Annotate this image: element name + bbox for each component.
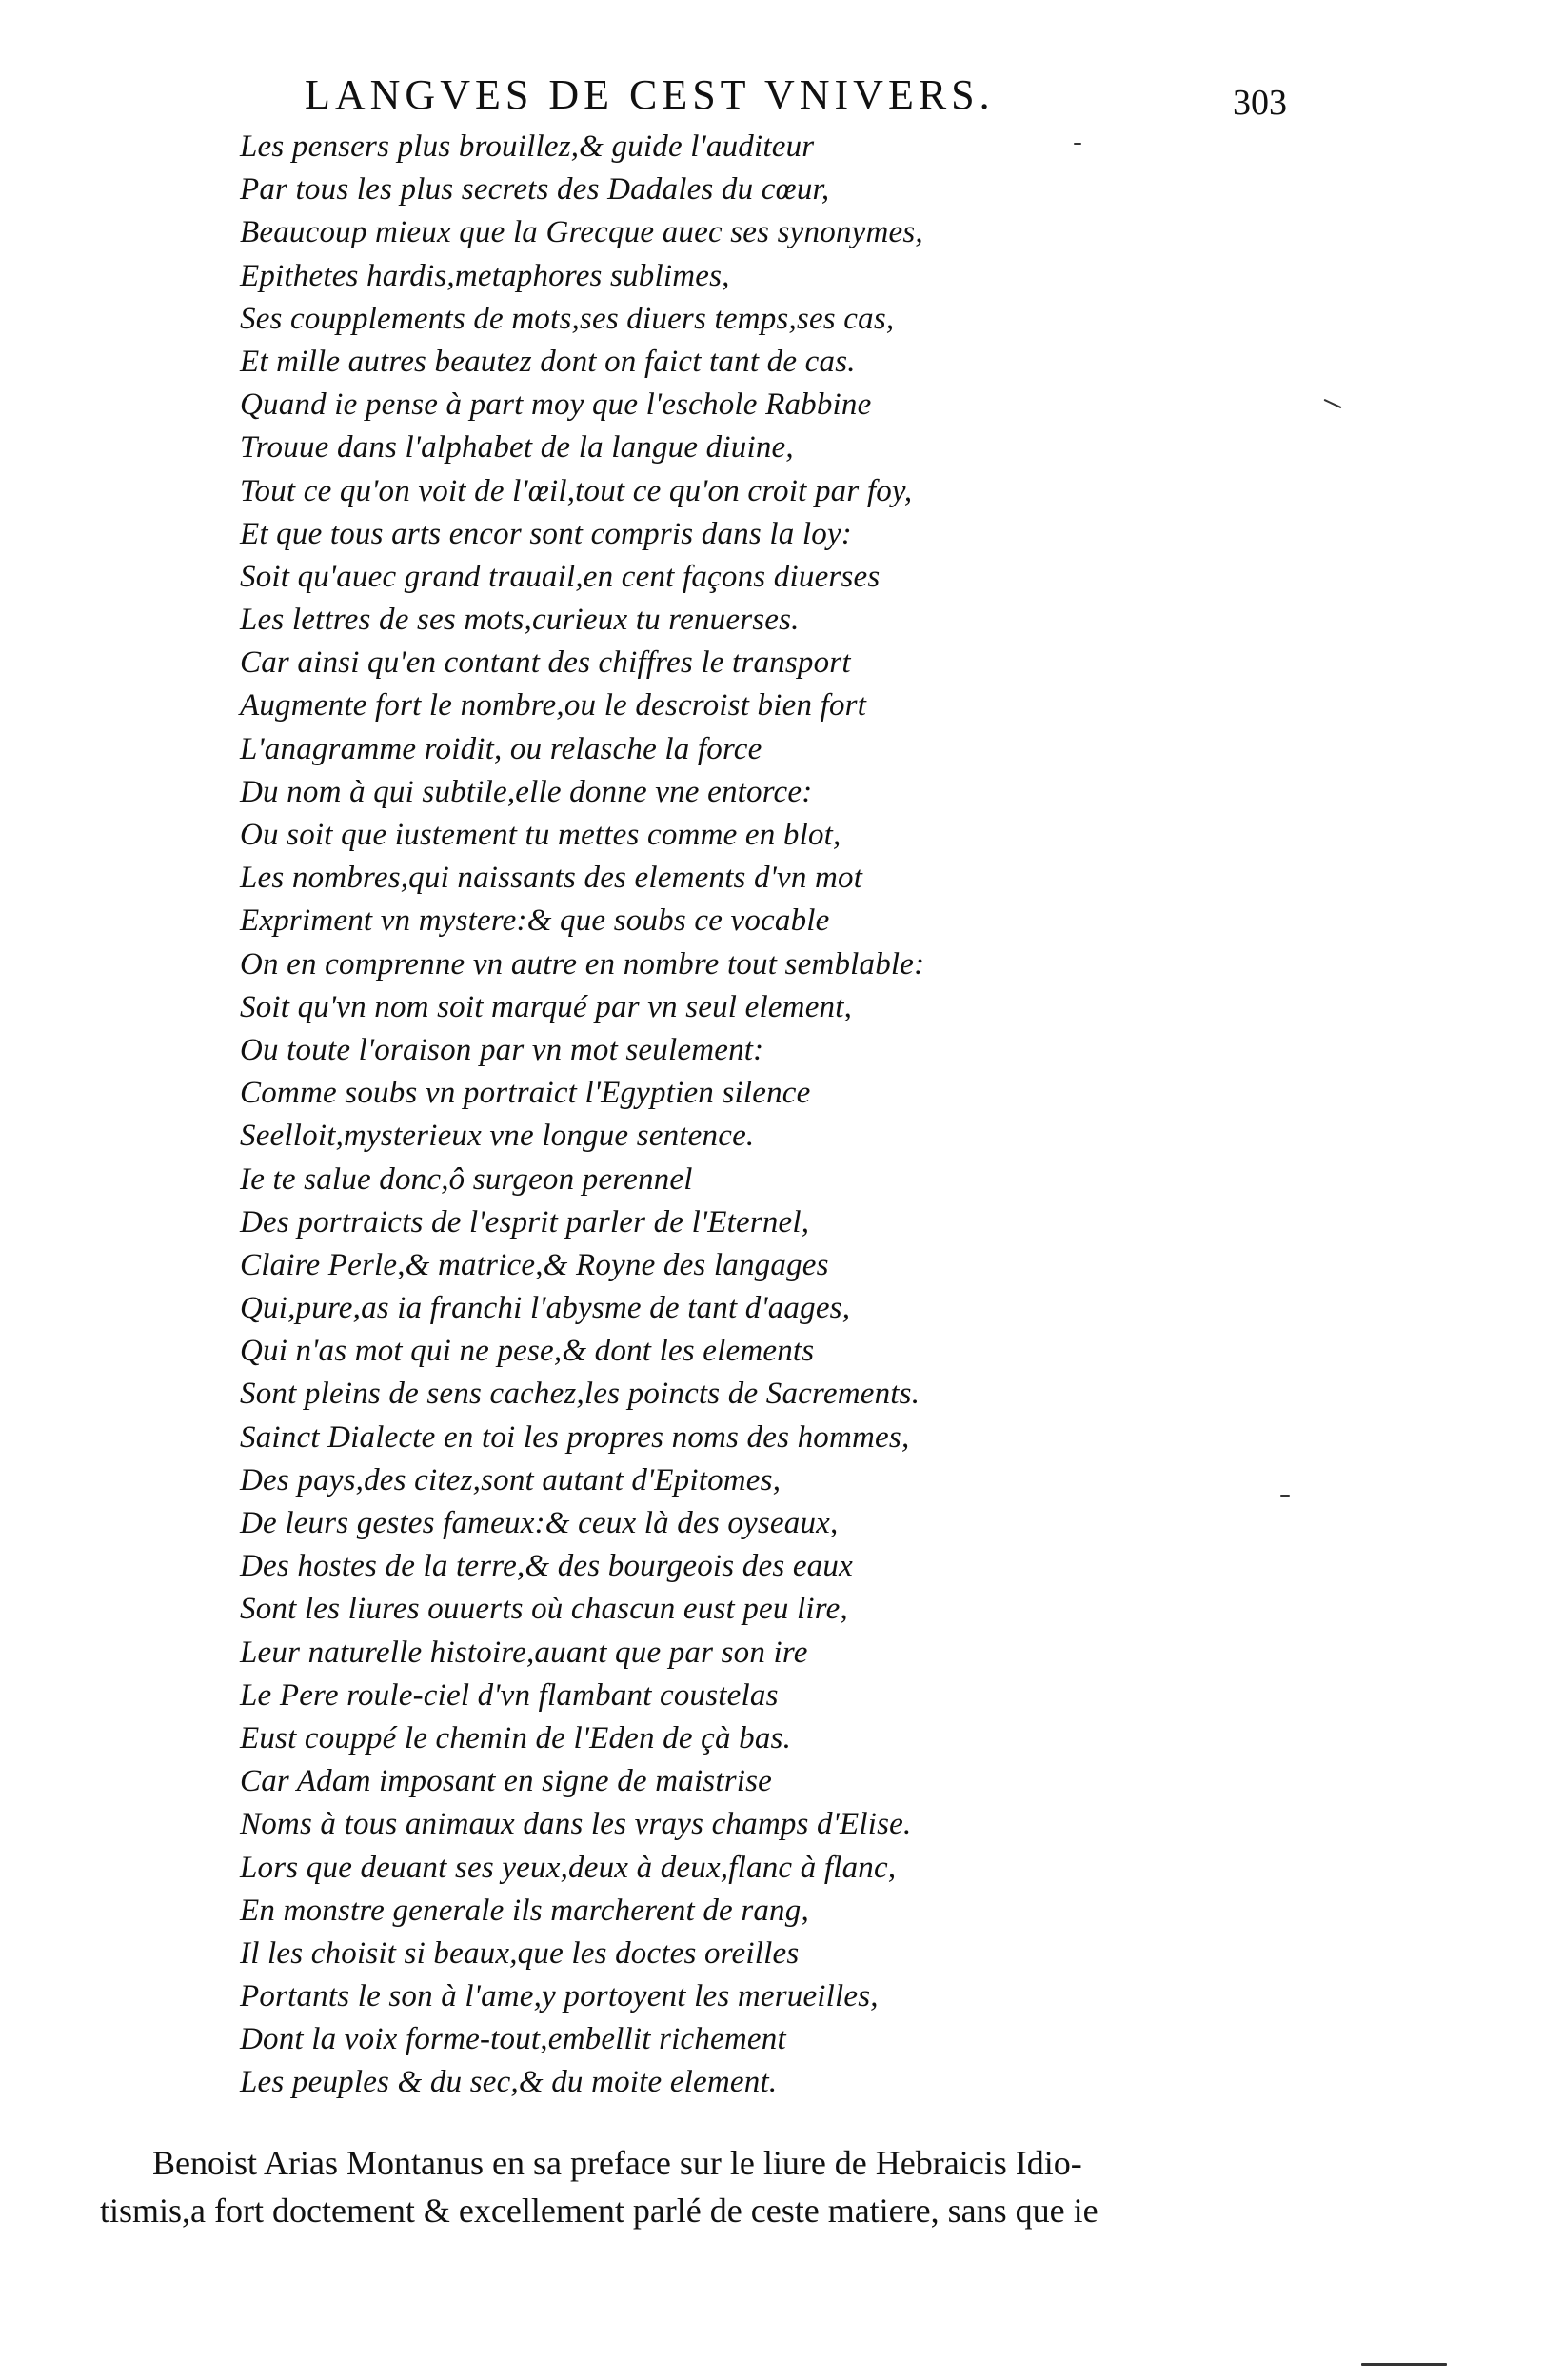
verse-line: Beaucoup mieux que la Grecque auec ses synonymes,	[240, 215, 923, 250]
verse-line: Ses coupplements de mots,ses diuers temps,ses cas,	[240, 301, 895, 336]
verse-line: Car Adam imposant en signe de maistrise	[240, 1764, 773, 1799]
verse-line: Des hostes de la terre,& des bourgeois des eaux	[240, 1549, 853, 1584]
verse-line: Et mille autres beautez dont on faict tant de cas.	[240, 344, 856, 379]
verse-line: Les nombres,qui naissants des elements d'vn mot	[240, 861, 863, 896]
verse-line: Portants le son à l'ame,y portoyent les merueilles,	[240, 1979, 879, 2014]
verse-line: Il les choisit si beaux,que les doctes oreilles	[240, 1935, 800, 1971]
page-number: 303	[1233, 83, 1287, 123]
verse-line: Noms à tous animaux dans les vrays champs d'Elise.	[240, 1807, 912, 1842]
prose-block	[100, 2139, 1099, 2234]
verse-line: Sainct Dialecte en toi les propres noms des hommes,	[240, 1419, 910, 1455]
verse-line: Eust couppé le chemin de l'Eden de çà bas.	[240, 1720, 792, 1755]
verse-line: Seelloit,mysterieux vne longue sentence.	[240, 1119, 755, 1154]
verse-line: Ou soit que iustement tu mettes comme en blot,	[240, 818, 841, 852]
verse-line: Expriment vn mystere:& que soubs ce vocable	[240, 903, 830, 939]
verse-line: Lors que deuant ses yeux,deux à deux,flanc à flanc,	[240, 1850, 897, 1885]
verse-line: Ou toute l'oraison par vn mot seulement:	[240, 1032, 764, 1067]
verse-line: Leur naturelle histoire,auant que par son ire	[240, 1635, 808, 1670]
verse-line: L'anagramme roidit, ou relasche la force	[240, 731, 762, 766]
verse-line: Des pays,des citez,sont autant d'Epitomes,	[240, 1462, 782, 1497]
verse-line: Dont la voix forme-tout,embellit richement	[240, 2022, 786, 2057]
running-title: LANGVES DE CEST VNIVERS.	[305, 71, 995, 118]
verse-line: Comme soubs vn portraict l'Egyptien silence	[240, 1076, 811, 1111]
verse-line: Des portraicts de l'esprit parler de l'Eternel,	[240, 1204, 810, 1240]
prose-line: tismis,a fort doctement & excellement parlé de ceste matiere, sans que ie	[100, 2192, 1099, 2230]
verse-line: Par tous les plus secrets des Dadales du cœur,	[240, 172, 830, 208]
verse-line: Et que tous arts encor sont compris dans la loy:	[240, 516, 852, 551]
verse-line: Les pensers plus brouillez,& guide l'auditeur	[240, 129, 815, 164]
ink-speck	[1361, 2363, 1447, 2366]
verse-line: Le Pere roule-ciel d'vn flambant coustelas	[240, 1677, 779, 1713]
ink-speck	[1324, 399, 1342, 408]
verse-line: De leurs gestes fameux:& ceux là des oyseaux,	[240, 1506, 839, 1540]
prose-line: Benoist Arias Montanus en sa preface sur le liure de Hebraicis Idio-	[152, 2144, 1082, 2182]
verse-line: Sont pleins de sens cachez,les poincts de Sacrements.	[240, 1377, 920, 1412]
verse-line: Car ainsi qu'en contant des chiffres le transport	[240, 645, 851, 681]
verse-line: Les peuples & du sec,& du moite element.	[240, 2065, 778, 2100]
verse-line: Qui n'as mot qui ne pese,& dont les elements	[240, 1334, 815, 1369]
verse-line: Epithetes hardis,metaphores sublimes,	[240, 258, 730, 293]
verse-line: Claire Perle,& matrice,& Royne des langages	[240, 1247, 829, 1282]
verse-line: Trouue dans l'alphabet de la langue diuine,	[240, 430, 794, 466]
verse-line: On en comprenne vn autre en nombre tout semblable:	[240, 946, 925, 982]
verse-line: Soit qu'auec grand trauail,en cent façons diuerses	[240, 559, 881, 594]
verse-line: Qui,pure,as ia franchi l'abysme de tant d'aages,	[240, 1291, 851, 1326]
verse-line: Tout ce qu'on voit de l'œil,tout ce qu'on croit par foy,	[240, 473, 913, 508]
verse-line: Les lettres de ses mots,curieux tu renuerses.	[240, 603, 800, 638]
verse-line: Sont les liures ouuerts où chascun eust peu lire,	[240, 1592, 848, 1627]
verse-block	[240, 126, 924, 2105]
verse-line: Soit qu'vn nom soit marqué par vn seul element,	[240, 989, 853, 1024]
verse-line: Augmente fort le nombre,ou le descroist bien fort	[240, 688, 867, 724]
verse-line: Du nom à qui subtile,elle donne vne entorce:	[240, 774, 813, 809]
ink-speck	[1280, 1495, 1290, 1497]
verse-line: Quand ie pense à part moy que l'eschole Rabbine	[240, 387, 872, 423]
ink-speck	[1074, 143, 1081, 145]
verse-line: Ie te salue donc,ô surgeon perennel	[240, 1161, 693, 1197]
verse-line: En monstre generale ils marcherent de rang,	[240, 1893, 809, 1928]
